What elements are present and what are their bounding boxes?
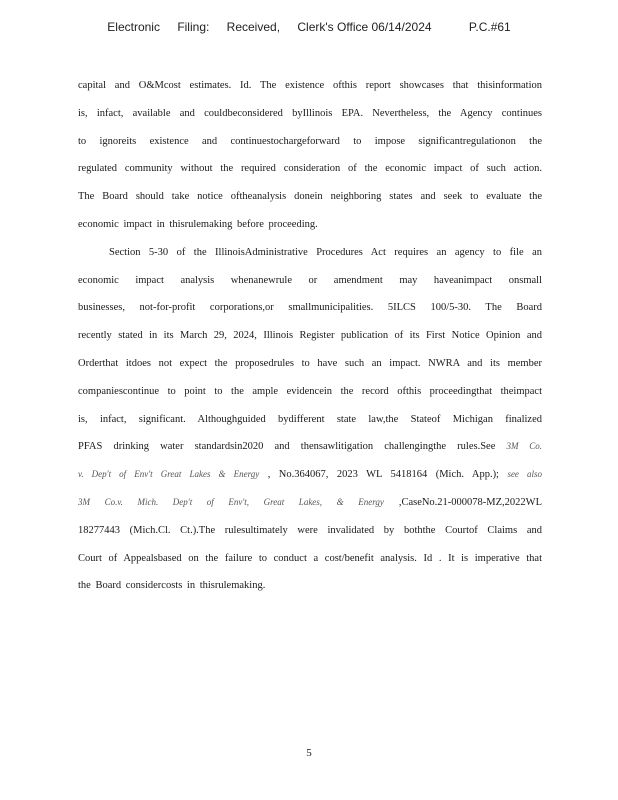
text-line: the Board considercosts in thisrulemaking.	[78, 580, 266, 592]
document-body	[78, 72, 542, 600]
text-line-with-citation	[78, 433, 542, 461]
header-filing: Filing:	[177, 20, 210, 34]
citation-case-name: v. Dep't of Env't Great Lakes & Energy	[78, 469, 260, 480]
header-status: Electronic	[107, 20, 160, 34]
header-office: Office	[337, 20, 369, 34]
text-line: regulated community without the required consideration of the economic impact of such action.	[78, 163, 542, 175]
text-line: recently stated in its March 29, 2024, Illinois Register publication of its First Notice Opinion and	[78, 330, 542, 342]
text-line: Section 5-30 of the IllinoisAdministrative Procedures Act requires an agency to file an	[109, 246, 542, 258]
text-line-with-citation	[78, 489, 542, 517]
text-line: companiescontinue to point to the ample evidencein the record ofthis proceedingthat theimpact	[78, 385, 542, 397]
citation-signal: see also	[507, 469, 543, 480]
header-received: Received,	[226, 20, 281, 34]
text-line: economic impact analysis whenanewrule or amendment may haveanimpact onsmall	[78, 274, 542, 286]
text-line: Orderthat itdoes not expect the proposedrules to have such an impact. NWRA and its member	[78, 357, 542, 369]
header-date: 06/14/2024	[371, 20, 432, 34]
filing-header	[0, 20, 618, 34]
text-line: 18277443 (Mich.Cl. Ct.).The rulesultimately were invalidated by boththe Courtof Claims and	[78, 524, 542, 536]
header-pc-number: P.C.#61	[468, 20, 511, 34]
citation-case-name: 3M Co.v. Mich. Dep't of Env't, Great Lakes, & Energy	[78, 496, 384, 507]
text-line: is, infact, significant. Althoughguided bydifferent state law,the Stateof Michigan finalized	[78, 413, 542, 425]
text-line-with-citation	[78, 461, 542, 489]
text-line: is, infact, available and couldbeconsidered byIllinois EPA. Nevertheless, the Agency continues	[78, 107, 542, 119]
citation-case-name: 3M Co.	[506, 441, 542, 452]
text-segment: PFAS drinking water standardsin2020 and thensawlitigation challengingthe rules.See	[78, 441, 496, 453]
text-line: The Board should take notice oftheanalysis donein neighboring states and seek to evaluate the	[78, 191, 542, 203]
text-line: economic impact in thisrulemaking before proceeding.	[78, 218, 318, 230]
header-clerk: Clerk's	[297, 20, 334, 34]
text-segment: ,CaseNo.21-000078-MZ,2022WL	[398, 496, 542, 508]
text-line: capital and O&Mcost estimates. Id. The existence ofthis report showcases that thisinformation	[78, 80, 542, 91]
text-line: Court of Appealsbased on the failure to conduct a cost/benefit analysis. Id . It is imperative that	[78, 552, 542, 564]
page-number: 5	[306, 747, 312, 759]
text-line: businesses, not-for-profit corporations,or smallmunicipalities. 5ILCS 100/5-30. The Board	[78, 302, 542, 314]
text-segment: , No.364067, 2023 WL 5418164 (Mich. App.);	[267, 469, 499, 481]
text-line: to ignoreits existence and continuestochargeforward to impose significantregulationon the	[78, 135, 542, 147]
